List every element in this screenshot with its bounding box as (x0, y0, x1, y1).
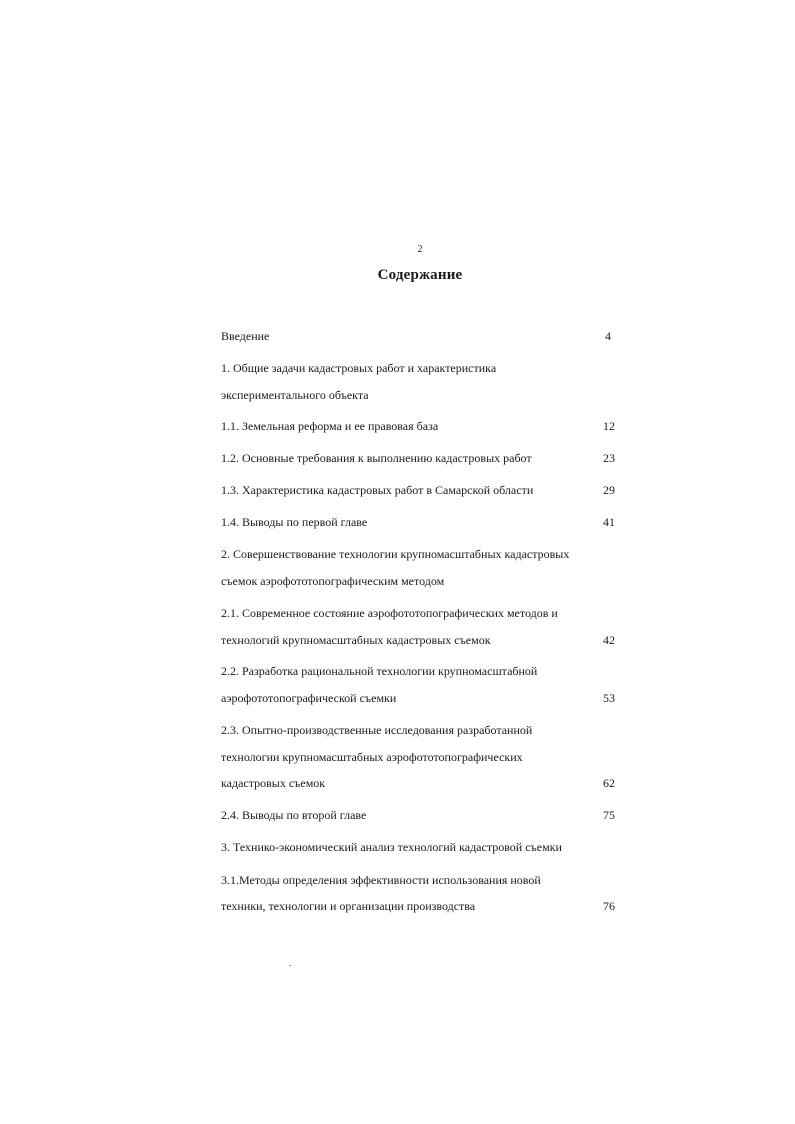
toc-entry-text: 1.4. Выводы по первой главе (221, 515, 368, 529)
toc-entry-2-2-line-1 (221, 662, 615, 680)
toc-entry-2-3-line-1 (221, 721, 615, 739)
toc-entry-text: техники, технологии и организации производства (221, 899, 476, 913)
toc-chapter-2-line-1 (221, 545, 615, 563)
toc-entry-2-2-line-2 (221, 689, 615, 707)
toc-entry-1-4 (221, 513, 615, 531)
toc-entry-text: 2.2. Разработка рациональной технологии крупномасштабной (221, 664, 538, 678)
toc-entry-text: 1.3. Характеристика кадастровых работ в Самарской области (221, 483, 534, 497)
toc-entry-3-1-line-2 (221, 897, 615, 915)
toc-entry-page: 76 (603, 899, 615, 913)
toc-entry-text: съемок аэрофототопографическим методом (221, 574, 445, 588)
toc-chapter-1-line-1 (221, 359, 615, 377)
scan-speck (289, 965, 291, 966)
toc-entry-page: 42 (603, 633, 615, 647)
toc-entry-text: 3.1.Методы определения эффективности использования новой (221, 873, 541, 887)
toc-entry-text: аэрофототопографической съемки (221, 691, 397, 705)
toc-entry-text: кадастровых съемок (221, 776, 326, 790)
toc-entry-2-1-line-2 (221, 631, 615, 649)
toc-chapter-2-line-2 (221, 572, 615, 590)
toc-entry-text: 2.3. Опытно-производственные исследования разработанной (221, 723, 533, 737)
toc-entry-text: 1.2. Основные требования к выполнению кадастровых работ (221, 451, 532, 465)
toc-entry-1-1 (221, 417, 615, 435)
toc-entry-text: Введение (221, 329, 270, 343)
toc-entry-page: 29 (603, 483, 615, 497)
toc-entry-2-3-line-3 (221, 774, 615, 792)
toc-entry-text: 1. Общие задачи кадастровых работ и характеристика (221, 361, 497, 375)
toc-chapter-1-line-2 (221, 386, 615, 404)
toc-entry-text: 1.1. Земельная реформа и ее правовая база (221, 419, 439, 433)
toc-chapter-3 (221, 838, 615, 856)
toc-entry-2-3-line-2 (221, 748, 615, 766)
page-number: 2 (417, 244, 423, 255)
toc-entry-text: экспериментального объекта (221, 388, 369, 402)
toc-entry-1-3 (221, 481, 615, 499)
toc-entry-text: технологий крупномасштабных кадастровых съемок (221, 633, 491, 647)
toc-entry-page: 53 (603, 691, 615, 705)
toc-entry-intro (221, 327, 615, 345)
toc-entry-page: 23 (603, 451, 615, 465)
toc-entry-1-2 (221, 449, 615, 467)
toc-entry-3-1-line-1 (221, 871, 615, 889)
toc-entry-2-4 (221, 806, 615, 824)
toc-entry-page: 75 (603, 808, 615, 822)
toc-entry-text: технологии крупномасштабных аэрофототопографических (221, 750, 523, 764)
toc-entry-page: 12 (603, 419, 615, 433)
toc-entry-text: 2.4. Выводы по второй главе (221, 808, 367, 822)
toc-entry-text: 2. Совершенствование технологии крупномасштабных кадастровых (221, 547, 570, 561)
toc-entry-text: 2.1. Современное состояние аэрофототопографических методов и (221, 606, 558, 620)
toc-entry-2-1-line-1 (221, 604, 615, 622)
toc-entry-page: 41 (603, 515, 615, 529)
toc-entry-page: 4 (605, 329, 611, 343)
toc-entry-text: 3. Технико-экономический анализ технологий кадастровой съемки (221, 840, 562, 854)
toc-entry-page: 62 (603, 776, 615, 790)
toc-title: Содержание (377, 267, 463, 283)
